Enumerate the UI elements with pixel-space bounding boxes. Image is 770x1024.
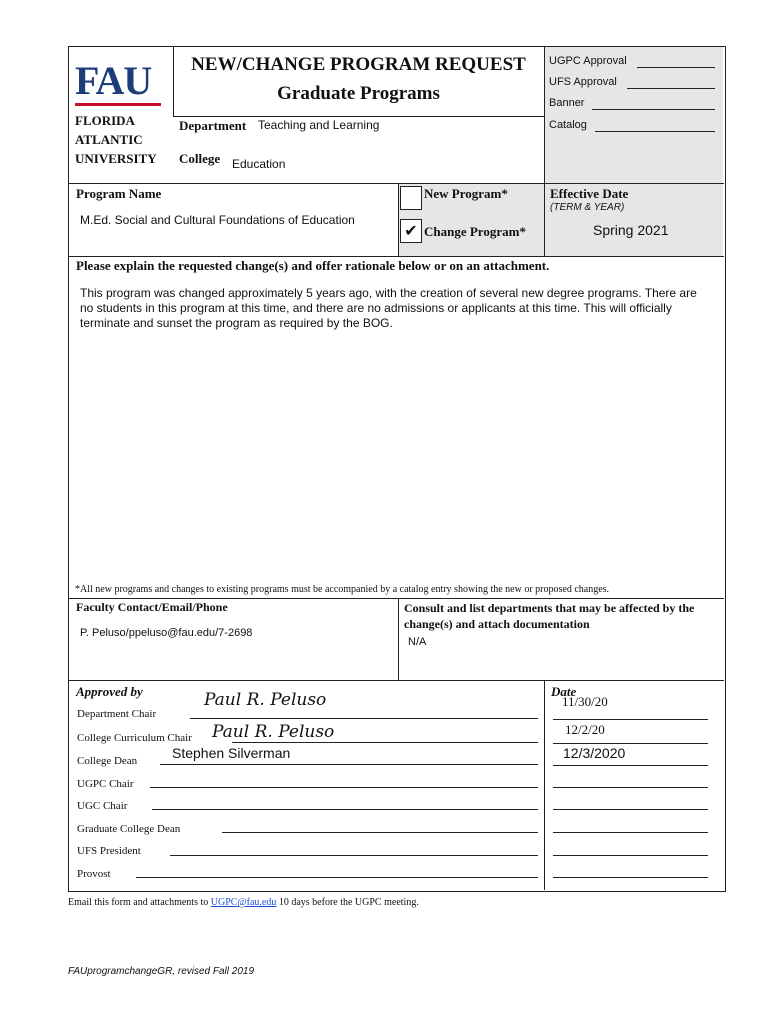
university-line-3: UNIVERSITY <box>75 151 157 166</box>
approved-by-label: Approved by <box>76 684 143 699</box>
department-label: Department <box>179 118 247 133</box>
department-chair-signature: Paul R. Peluso <box>204 690 327 710</box>
checkmark-icon: ✔ <box>404 221 418 240</box>
ugc-chair-date-line[interactable] <box>553 809 708 810</box>
curriculum-chair-signature-line[interactable] <box>232 742 538 743</box>
college-dean-signature: Stephen Silverman <box>172 745 291 761</box>
form-subtitle: Graduate Programs <box>277 83 440 104</box>
curriculum-chair-date[interactable]: 12/2/20 <box>565 722 605 737</box>
explanation-textarea[interactable]: This program was changed approximately 5 years ago, with the creation of several new degree programs. There are no students in this program at this time, and there are no admissions or applicants at this time. This will officially terminate and sunset the program as required by the BOG. <box>80 286 697 330</box>
ugpc-approval-label: UGPC Approval <box>549 55 627 67</box>
program-name-label: Program Name <box>76 186 162 201</box>
office-use-box <box>545 47 723 183</box>
fau-logo: FAU <box>75 58 152 103</box>
role-provost: Provost <box>77 868 111 880</box>
date-column-label: Date <box>551 684 577 699</box>
university-line-2: ATLANTIC <box>75 132 143 147</box>
term-hint: (TERM & YEAR) <box>550 202 625 213</box>
banner-label: Banner <box>549 97 585 109</box>
ufs-approval-field[interactable] <box>627 88 715 89</box>
role-college-curriculum-chair: College Curriculum Chair <box>77 732 192 744</box>
email-suffix: 10 days before the UGPC meeting. <box>276 897 419 908</box>
ugpc-email-link[interactable]: UGPC@fau.edu <box>210 897 277 908</box>
new-program-label: New Program* <box>424 186 508 201</box>
college-label: College <box>179 151 221 166</box>
faculty-contact-field[interactable]: P. Peluso/ppeluso@fau.edu/7-2698 <box>80 627 253 639</box>
revision-note: FAUprogramchangeGR, revised Fall 2019 <box>68 966 255 977</box>
form-title: NEW/CHANGE PROGRAM REQUEST <box>191 54 526 75</box>
role-college-dean: College Dean <box>77 755 138 767</box>
logo-red-bar <box>75 103 161 106</box>
role-graduate-college-dean: Graduate College Dean <box>77 823 181 835</box>
college-field[interactable]: Education <box>232 157 286 171</box>
catalog-label: Catalog <box>549 119 587 131</box>
change-program-label: Change Program* <box>424 224 526 239</box>
effective-date-field[interactable]: Spring 2021 <box>593 222 669 238</box>
graduate-dean-date-line[interactable] <box>553 832 708 833</box>
catalog-field[interactable] <box>595 131 715 132</box>
consult-field[interactable]: N/A <box>408 636 427 648</box>
faculty-contact-label: Faculty Contact/Email/Phone <box>76 600 228 614</box>
department-chair-signature-line[interactable] <box>190 718 538 719</box>
role-ugpc-chair: UGPC Chair <box>77 778 134 790</box>
change-program-checkbox[interactable] <box>400 219 422 243</box>
university-name <box>75 111 157 168</box>
graduate-dean-signature-line[interactable] <box>222 832 538 833</box>
effective-date-box <box>545 184 723 256</box>
ugc-chair-signature-line[interactable] <box>152 809 538 810</box>
ufs-president-signature-line[interactable] <box>170 855 538 856</box>
curriculum-chair-signature: Paul R. Peluso <box>212 722 335 742</box>
new-program-checkbox[interactable] <box>400 186 422 210</box>
ugpc-chair-signature-line[interactable] <box>150 787 538 788</box>
college-dean-date[interactable]: 12/3/2020 <box>563 745 626 761</box>
department-field[interactable]: Teaching and Learning <box>258 118 380 132</box>
ugpc-chair-date-line[interactable] <box>553 787 708 788</box>
effective-date-label: Effective Date <box>550 186 629 201</box>
provost-signature-line[interactable] <box>136 877 538 878</box>
role-ugc-chair: UGC Chair <box>77 800 128 812</box>
banner-field[interactable] <box>592 109 715 110</box>
university-line-1: FLORIDA <box>75 113 135 128</box>
email-prefix: Email this form and attachments to <box>68 897 211 908</box>
ufs-president-date-line[interactable] <box>553 855 708 856</box>
provost-date-line[interactable] <box>553 877 708 878</box>
email-instructions <box>68 897 419 908</box>
consult-label: Consult and list departments that may be affected by the change(s) and attach documentation <box>404 601 695 631</box>
logo-block <box>69 47 173 183</box>
college-dean-signature-line[interactable] <box>160 764 538 765</box>
explanation-heading: Please explain the requested change(s) and offer rationale below or on an attachment. <box>76 258 550 273</box>
ugpc-approval-field[interactable] <box>637 67 715 68</box>
ufs-approval-label: UFS Approval <box>549 76 617 88</box>
program-name-field[interactable]: M.Ed. Social and Cultural Foundations of Education <box>80 213 355 227</box>
catalog-footnote: *All new programs and changes to existing programs must be accompanied by a catalog entry showing the new or proposed changes. <box>75 584 610 595</box>
role-department-chair: Department Chair <box>77 708 157 720</box>
department-chair-date[interactable]: 11/30/20 <box>562 694 608 709</box>
role-ufs-president: UFS President <box>77 845 141 857</box>
